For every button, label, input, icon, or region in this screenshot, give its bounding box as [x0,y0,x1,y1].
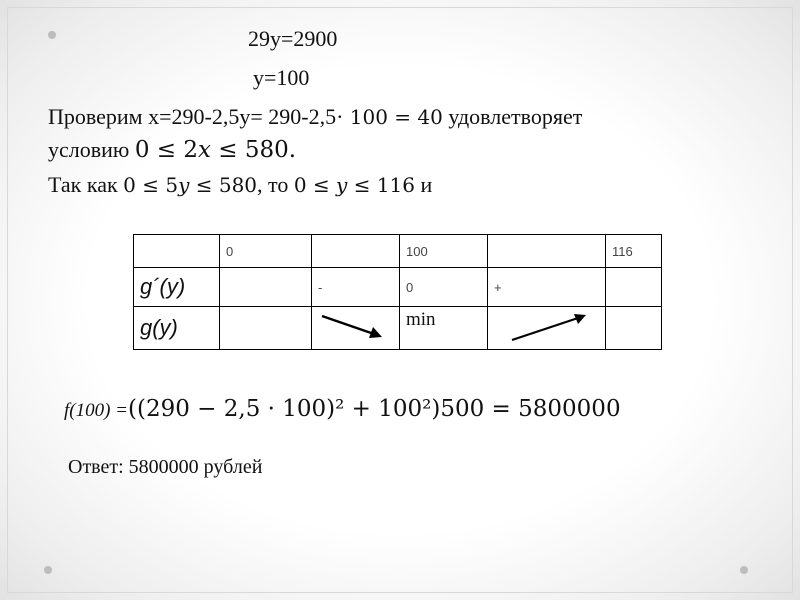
table-cell: 100 [400,235,488,268]
since-text-2: , то [257,172,294,197]
table-row-function [134,307,662,350]
table-cell [134,235,220,268]
table-cell: 0 [220,235,312,268]
table-cell [606,268,662,307]
table-header-row [134,235,662,268]
check-suffix: удовлетворяет [442,104,583,129]
condition-math: 0 ≤ 2𝑥 ≤ 580. [134,137,297,163]
table-cell [606,307,662,350]
table-cell [220,307,312,350]
table-cell-decreasing [312,307,400,350]
row-label-derivative: g´(y) [134,268,220,307]
since-line [48,172,432,198]
sign-table [133,234,662,350]
function-value-lhs: f(100) = [64,400,129,421]
min-label: min [400,307,488,350]
table-cell-increasing [488,307,606,350]
corner-dot-bottom-left [44,566,52,574]
answer-text: Ответ: 5800000 рублей [68,456,263,478]
table-cell: - [312,268,400,307]
check-line-1 [48,104,582,130]
equation-29y: 29y=2900 [248,26,338,51]
corner-dot-bottom-right [740,566,748,574]
table-row-derivative [134,268,662,307]
check-prefix: Проверим х=290-2,5у= 290-2,5· [48,104,344,129]
table-cell: + [488,268,606,307]
since-math-1: 0 ≤ 5𝑦 ≤ 580 [123,173,258,197]
table-cell [488,235,606,268]
table-cell: 116 [606,235,662,268]
since-text-1: Так как [48,172,124,197]
function-value [64,396,621,424]
table-cell [312,235,400,268]
table-cell [220,268,312,307]
condition-label: условию [48,137,135,162]
corner-dot-top-left [48,31,56,39]
equation-y: y=100 [253,65,310,90]
check-line-2 [48,137,296,163]
since-math-2: 0 ≤ 𝑦 ≤ 116 [293,173,416,197]
table-cell: 0 [400,268,488,307]
row-label-function: g(y) [134,307,220,350]
decreasing-arrow-icon [318,310,390,344]
increasing-arrow-icon [494,310,594,344]
check-math: 100 = 40 [343,105,443,129]
function-value-rhs: ((290 − 2,5 · 100)² + 100²)500 = 5800000 [128,396,621,422]
since-text-3: и [415,172,433,197]
